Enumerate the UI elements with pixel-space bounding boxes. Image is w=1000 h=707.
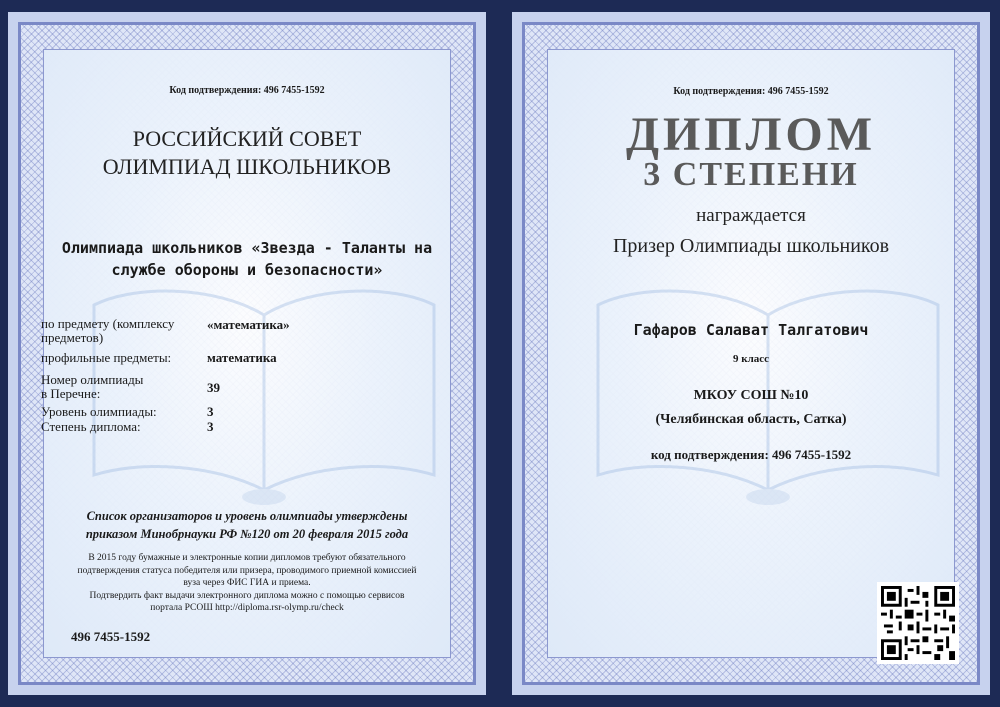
number-label [41,373,143,401]
guilloche-frame [522,22,980,685]
number-label-line-2: в Перечне: [41,386,101,401]
confirmation-note [21,552,473,615]
awarded-text: награждается [696,205,806,226]
degree-label: Степень диплома: [41,419,141,434]
confirmation-note-line-2: подтверждения статуса победителя или призера, проводимого приемной комиссией [77,565,417,576]
order-note [21,507,473,543]
bottom-code: 496 7455-1592 [71,629,151,644]
confirmation-note-line-4: Подтвердить факт выдачи электронного диплома можно с помощью сервисов [89,590,405,601]
confirmation-code-line: Код подтверждения: 496 7455-1592 [673,86,829,97]
olympiad-name-line-1: Олимпиада школьников «Звезда - Таланты на [61,239,433,257]
number-value: 39 [207,380,220,395]
confirmation-note-line-1: В 2015 году бумажные и электронные копии дипломов требуют обязательного [88,553,406,563]
council-title [21,125,473,181]
grade-text: 9 класс [732,353,770,365]
qr-code-graphic [881,586,955,660]
olympiad-name [21,237,473,281]
diploma-main-page [512,12,990,695]
diploma-info-page [8,12,486,695]
confirmation-code-line: Код подтверждения: 496 7455-1592 [169,85,325,96]
subject-label [41,317,201,345]
olympiad-name-line-2: службе обороны и безопасности» [111,261,383,279]
confirmation-note-line-3: вуза через ФИС ГИА и приема. [183,578,311,588]
profile-value: математика [207,350,277,365]
qr-code [877,582,959,664]
confirmation-code-bottom: код подтверждения: 496 7455-1592 [650,447,852,462]
profile-label: профильные предметы: [41,350,172,365]
level-value: 3 [207,404,214,419]
subject-value: «математика» [207,317,290,332]
diploma-title: ДИПЛОМ [625,108,877,161]
confirmation-note-line-5: портала РСОШ http://diploma.rsr-olymp.ru/check [150,603,344,613]
order-note-line-1: Список организаторов и уровень олимпиады утверждены [86,509,408,523]
subject-label-line-2: предметов) [41,330,104,345]
council-title-line-2: ОЛИМПИАД ШКОЛЬНИКОВ [102,154,392,179]
diploma-degree: 3 СТЕПЕНИ [643,156,859,193]
council-title-line-1: РОССИЙСКИЙ СОВЕТ [132,126,362,151]
prize-text: Призер Олимпиады школьников [612,235,890,257]
degree-value: 3 [207,419,214,434]
order-note-line-2: приказом Минобрнауки РФ №120 от 20 февраля 2015 года [85,527,409,541]
school-name: МКОУ СОШ №10 [693,388,809,403]
subject-label-line-1: по предмету (комплексу [41,316,175,331]
guilloche-frame [18,22,476,685]
level-label: Уровень олимпиады: [41,404,157,419]
number-label-line-1: Номер олимпиады [41,372,144,387]
school-region: (Челябинская область, Сатка) [655,412,847,427]
recipient-name: Гафаров Салават Талгатович [633,321,869,339]
